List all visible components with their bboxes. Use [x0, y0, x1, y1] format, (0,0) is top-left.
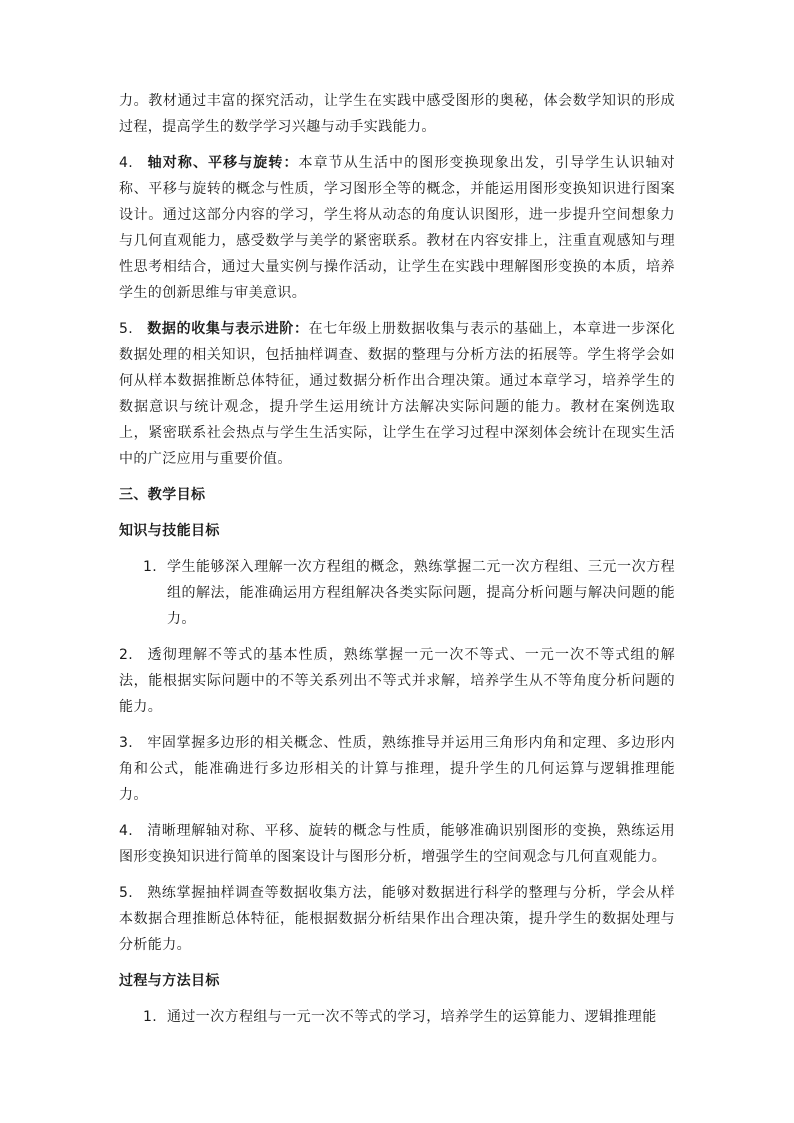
- knowledge-item-text: 透彻理解不等式的基本性质，熟练掌握一元一次不等式、一元一次不等式组的解法，能根据实际问题中的不等关系列出不等式并求解，培养学生从不等角度分析问题的能力。: [119, 647, 675, 715]
- knowledge-item-text: 熟练掌握抽样调查等数据收集方法，能够对数据进行科学的整理与分析，学会从样本数据合理推断总体特征，能根据数据分析结果作出合理决策，提升学生的数据处理与分析能力。: [119, 885, 675, 953]
- content-item-title: 数据的收集与表示进阶: [147, 321, 294, 337]
- content-item-number: 4.: [119, 155, 134, 171]
- knowledge-item-3: [119, 730, 675, 808]
- knowledge-item-1: [119, 554, 675, 632]
- knowledge-item-4: [119, 818, 675, 870]
- content-item-4: [119, 150, 675, 306]
- content-item-title: 轴对称、平移与旋转: [147, 155, 284, 171]
- document-page: [119, 88, 675, 1040]
- process-item-text: 通过一次方程组与一元一次不等式的学习，培养学生的运算能力、逻辑推理能: [167, 1009, 657, 1025]
- knowledge-item-text: 清晰理解轴对称、平移、旋转的概念与性质，能够准确识别图形的变换，熟练运用图形变换知识进行简单的图案设计与图形分析，增强学生的空间观念与几何直观能力。: [119, 823, 675, 865]
- knowledge-item-text: 牢固掌握多边形的相关概念、性质，熟练推导并运用三角形内角和定理、多边形内角和公式，能准确进行多边形相关的计算与推理，提升学生的几何运算与逻辑推理能力。: [119, 735, 675, 803]
- knowledge-item-2: [119, 642, 675, 720]
- intro-tail-paragraph: 力。教材通过丰富的探究活动，让学生在实践中感受图形的奥秘，体会数学知识的形成过程，提高学生的数学学习兴趣与动手实践能力。: [119, 93, 675, 135]
- knowledge-item-text: 学生能够深入理解一次方程组的概念，熟练掌握二元一次方程组、三元一次方程组的解法，能准确运用方程组解决各类实际问题，提高分析问题与解决问题的能力。: [167, 559, 675, 627]
- content-item-text: 本章节从生活中的图形变换现象出发，引导学生认识轴对称、平移与旋转的概念与性质，学习图形全等的概念，并能运用图形变换知识进行图案设计。通过这部分内容的学习，学生将从动态的角度认识图形，进一步提升空间想象力与几何直观能力，感受数学与美学的紧密联系。教材在内容安排上，注重直观感知与理性思考相结合，通过大量实例与操作活动，让学生在实践中理解图形变换的本质，培养学生的创新思维与审美意识。: [119, 155, 675, 301]
- process-item-number: 1.: [143, 1009, 158, 1025]
- knowledge-item-5: [119, 880, 675, 958]
- content-item-number: 5.: [119, 321, 134, 337]
- content-item-colon: ：: [293, 321, 309, 337]
- knowledge-heading: 知识与技能目标: [119, 523, 220, 539]
- knowledge-item-number: 4.: [119, 823, 134, 839]
- process-heading: 过程与方法目标: [119, 973, 220, 989]
- knowledge-item-number: 5.: [119, 885, 134, 901]
- process-item-1: [119, 1004, 675, 1030]
- knowledge-item-number: 2.: [119, 647, 134, 663]
- section3-heading: 三、教学目标: [119, 487, 206, 503]
- content-item-5: [119, 316, 675, 472]
- knowledge-item-number: 1.: [143, 559, 158, 575]
- content-item-colon: ：: [283, 155, 299, 171]
- knowledge-item-number: 3.: [119, 735, 134, 751]
- content-item-text: 在七年级上册数据收集与表示的基础上，本章进一步深化数据处理的相关知识，包括抽样调查、数据的整理与分析方法的拓展等。学生将学会如何从样本数据推断总体特征，通过数据分析作出合理决策。通过本章学习，培养学生的数据意识与统计观念，提升学生运用统计方法解决实际问题的能力。教材在案例选取上，紧密联系社会热点与学生生活实际，让学生在学习过程中深刻体会统计在现实生活中的广泛应用与重要价值。: [119, 321, 676, 467]
